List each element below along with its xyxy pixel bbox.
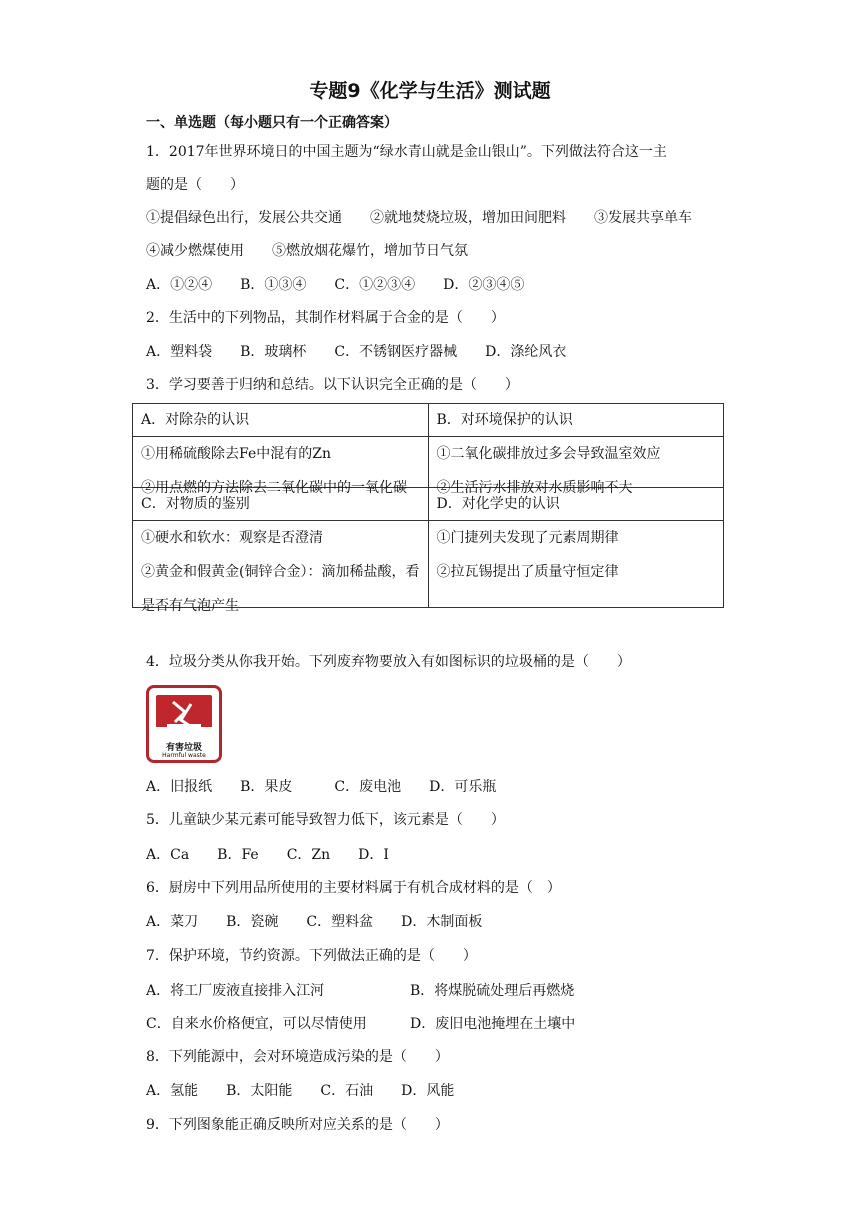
q7-option-a: A．将工厂废液直接排入江河 (146, 983, 325, 999)
q7-option-b: B．将煤脱硫处理后再燃烧 (410, 983, 575, 999)
q2-options: A．塑料袋 B．玻璃杯 C．不锈钢医疗器械 D．涤纶风衣 (146, 344, 567, 360)
q3-options-table (132, 403, 724, 614)
section-heading: 一、单选题（每小题只有一个正确答案） (146, 115, 398, 131)
q3-cell-d-head: D．对化学史的认识 (428, 488, 724, 521)
q3-cell-a-body (133, 437, 429, 496)
q1-options: A．①②④ B．①③④ C．①②③④ D．②③④⑤ (146, 277, 525, 293)
q3-a-item2: ②用点燃的方法除去二氧化碳中的一氧化碳 (141, 480, 407, 496)
q1-stem-line1: 1．2017年世界环境日的中国主题为“绿水青山就是金山银山”。下列做法符合这一主 (146, 144, 667, 160)
q5-stem: 5．儿童缺少某元素可能导致智力低下，该元素是（ ） (146, 812, 505, 828)
q3-d-item1: ①门捷列夫发现了元素周期律 (436, 530, 619, 546)
q3-b-item2: ②生活污水排放对水质影响不大 (436, 480, 633, 496)
q1-statement-line1: ①提倡绿色出行，发展公共交通 ②就地焚烧垃圾，增加田间肥料 ③发展共享单车 (146, 210, 692, 226)
q3-c-item1: ①硬水和软水：观察是否澄清 (141, 530, 323, 546)
sign-label-cn: 有害垃圾 (165, 743, 202, 753)
q8-stem: 8．下列能源中，会对环境造成污染的是（ ） (146, 1049, 449, 1065)
q8-options: A．氢能 B．太阳能 C．石油 D．风能 (146, 1083, 455, 1099)
page-title: 专题9《化学与生活》测试题 (309, 80, 551, 102)
q6-options: A．菜刀 B．瓷碗 C．塑料盆 D．木制面板 (146, 914, 483, 930)
q3-cell-a-head: A．对除杂的认识 (133, 404, 429, 437)
q3-a-item1: ①用稀硫酸除去Fe中混有的Zn (141, 446, 331, 462)
q7-option-c: C．自来水价格便宜，可以尽情使用 (146, 1016, 367, 1032)
q1-statement-line2: ④减少燃煤使用 ⑤燃放烟花爆竹，增加节日气氛 (146, 243, 468, 259)
q7-option-d: D．废旧电池掩埋在土壤中 (410, 1016, 576, 1032)
q3-cell-b-body (428, 437, 724, 496)
q3-cell-d-body (428, 521, 724, 608)
q3-b-item1: ①二氧化碳排放过多会导致温室效应 (436, 446, 661, 462)
q3-stem: 3．学习要善于归纳和总结。以下认识完全正确的是（ ） (146, 377, 519, 393)
q3-cell-b-head: B．对环境保护的认识 (428, 404, 724, 437)
q4-stem: 4．垃圾分类从你我开始。下列废弃物要放入有如图标识的垃圾桶的是（ ） (146, 654, 631, 670)
sign-label-en: Harmful waste (162, 752, 206, 759)
harmful-waste-sign (146, 685, 222, 763)
q6-stem: 6．厨房中下列用品所使用的主要材料属于有机合成材料的是（ ） (146, 880, 561, 896)
q2-stem: 2．生活中的下列物品，其制作材料属于合金的是（ ） (146, 310, 505, 326)
harmful-waste-icon (163, 698, 205, 734)
q4-options: A．旧报纸 B．果皮 C．废电池 D．可乐瓶 (146, 779, 497, 795)
q3-cell-c-head: C．对物质的鉴别 (133, 488, 429, 521)
q5-options: A．Ca B．Fe C．Zn D．I (146, 847, 389, 863)
q3-d-item2: ②拉瓦锡提出了质量守恒定律 (436, 564, 619, 580)
q3-c-item2: ②黄金和假黄金(铜锌合金）：滴加稀盐酸，看是否有气泡产生 (141, 564, 420, 614)
q3-cell-c-body (133, 521, 429, 614)
q9-stem: 9．下列图象能正确反映所对应关系的是（ ） (146, 1117, 449, 1133)
q7-stem: 7．保护环境，节约资源。下列做法正确的是（ ） (146, 948, 477, 964)
q1-stem-line2: 题的是（ ） (146, 177, 244, 193)
